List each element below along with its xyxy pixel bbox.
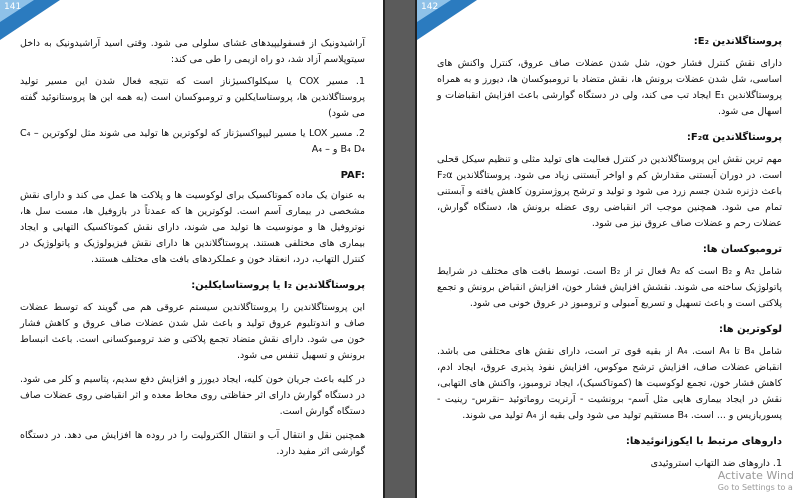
page-number: 142 [421, 2, 439, 12]
right-page [415, 0, 800, 498]
list-item: 1. مسیر COX یا سیکلواکسیژناز است که نتیجه فعال شدن این مسیر تولید پروستاگلاندین ها، پروستاسایکلین و ترومبوکسان است (به همه این ها پروستانوئید گفته می شود) [20, 76, 365, 119]
paragraph: مهم ترین نقش این پروستاگلاندین در کنترل فعالیت های تولید مثلی و تنظیم سیکل قحلی است. در دوران آبستنی مقدارش کم و اواخر آبستنی زیاد می شود. پروستاگلاندین F₂α باعث دژنره شدن جسم زرد می شود و تولید و ترشح پروژسترون کاهش یافته و آبستنی تمام می شود. همچنین موجب اثر انقباضی روی عضله برونش ها، دستگاه گوارش، عضلات رحم و عضلات صاف عروق نیز می شود. [437, 154, 782, 229]
section-heading: پروستاگلاندین F₂α: [686, 132, 782, 143]
section-heading: ترومبوکسان ها: [702, 244, 782, 255]
paragraph: آراشیدونیک از فسفولیپیدهای غشای سلولی می شود. وقتی اسید آراشیدونیک به داخل سیتوپلاسم آزاد شد، دو راه ازیمی را طی می کند: [20, 38, 365, 65]
left-page-content [20, 36, 365, 460]
list-item-text: مسیر COX یا سیکلواکسیژناز است که نتیجه فعال شدن این مسیر تولید پروستاگلاندین ها، پروستاسایکلین و ترومبوکسان است (به همه این ها پروستانوئید گفته می شود) [20, 76, 365, 119]
section-heading: پروستاگلاندین I₂ یا پروستاسایکلین: [191, 280, 365, 291]
list-item: 2. مسیر LOX یا مسیر لیپواکسیژناز که لوکوترین ها تولید می شوند مثل لوکوترین C₄ – B₄ D₄ و – A₄ [20, 128, 365, 155]
paragraph: در کلیه باعث جریان خون کلیه، ایجاد دیورز و افزایش دفع سدیم، پتاسیم و کلر می شود. در دستگاه گوارش دارای اثر حفاظتی روی مخاط معده و اثر انقباضی روی عضلات صاف دستگاه گوارش است. [20, 374, 365, 417]
section-heading: PAF: [340, 170, 365, 181]
paragraph: شامل B₄ تا A₄ است. A₄ از بقیه قوی تر است، دارای نقش های مختلفی می باشد. انقباض عضلات صاف، افزایش ترشح موکوس، افزایش نفوذ پذیری عروق، ایجاد ادم، کاهش فشار خون، تجمع لوکوسیت ها (کموتاکسیک)، ایجاد ترومبوز، واکنش های التهابی، نقش در ایجاد بیماری هایی مثل آسم- برونشیت - آرتریت روماتوئید –نقرس- رینیت - پسوریازیس و ... است. B₄ مستقیم تولید می شود ولی بقیه از A₄ تولید می شوند. [437, 346, 783, 421]
left-page [0, 0, 385, 498]
page-number: 141 [4, 2, 22, 12]
windows-activation-watermark [718, 470, 794, 494]
paragraph: دارای نقش کنترل فشار خون، شل شدن عضلات صاف عروق، کنترل واکنش های اساسی، شل شدن عضلات برونش ها، نقش متضاد با ترومبوکسان ها، دیورز و به همراه پروستاگلاندین E₁ ایجاد تب می کند، ولی در دستگاه گوارشی باعث افزایش انقباضات و اسهال می شود. [437, 58, 782, 117]
section-heading: داروهای مرتبط با ایکوزانوئیدها: [625, 436, 782, 447]
right-page-content [437, 34, 782, 472]
watermark-title: Activate Wind [717, 469, 794, 482]
list-item-text: مسیر LOX یا مسیر لیپواکسیژناز که لوکوترین ها تولید می شوند مثل لوکوترین C₄ – B₄ D₄ و – A₄ [20, 128, 365, 155]
section-heading: پروستاگلاندین E₂: [693, 36, 782, 47]
list-item: 1. داروهای ضد التهاب استروئیدی [650, 458, 782, 469]
paragraph: به عنوان یک ماده کموتاکسیک برای لوکوسیت ها و پلاکت ها عمل می کند و دارای نقش مشخصی در بیماری آسم است. لوکوترین ها که عمدتاً در بازوفیل ها، مست سل ها، نوتروفیل ها و مونوسیت ها تولید می شوند، دارای نقش کموتاکسیک التهابی و ایجاد بیماری های مختلفی هستند. پروستاگلاندین ها دارای نقش فیزیولوژیک و پاتولوژیک در کنترل التهاب، درد، انعقاد خون و عملکردهای بافت های مختلف هستند. [20, 190, 365, 265]
paragraph: این پروستاگلاندین را پروستاگلاندین سیستم عروقی هم می گویند که توسط عضلات صاف و اندوتلیوم عروق تولید و باعث شل شدن عضلات صاف عروق و کاهش فشار خون می شود. دارای نقش متضاد تجمع پلاکتی و ضد ترومبوکسانی است. باعث انبساط برونش و تسهیل تنفس می شود. [20, 302, 365, 361]
paragraph: شامل A₂ و B₂ است که A₂ فعال تر از B₂ است. توسط بافت های مختلف در شرایط پاتولوژیک ساخته می شوند. نقشش افزایش فشار خون، افزایش انقباض برونش و تجمع پلاکتی است و باعث تسهیل و تسریع آمبولی و ترومبوز در عروق خونی می شود. [437, 266, 782, 309]
paragraph: همچنین نقل و انتقال آب و انتقال الکترولیت را در روده ها افزایش می دهد. در دستگاه گوارشی اثر مفید دارد. [20, 430, 365, 457]
watermark-subtitle: Go to Settings to a [717, 483, 793, 492]
section-heading: لوکوترین ها: [718, 324, 782, 335]
